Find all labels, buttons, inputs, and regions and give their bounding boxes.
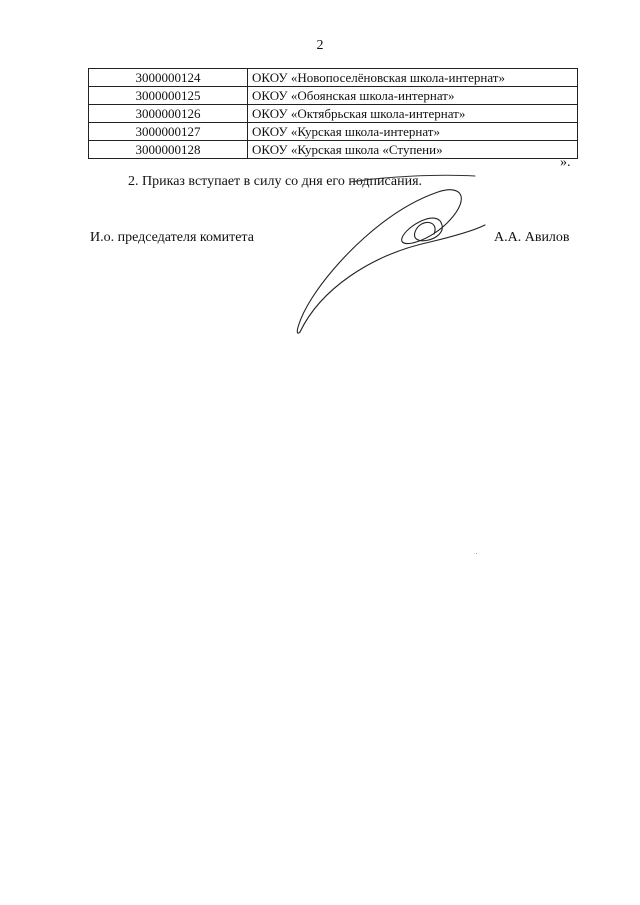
table-row [89, 105, 578, 123]
org-name-cell: ОКОУ «Новопоселёновская школа-интернат» [248, 69, 578, 87]
signer-name: А.А. Авилов [494, 230, 570, 245]
signature-stroke [297, 190, 461, 333]
org-name-cell: ОКОУ «Обоянская школа-интернат» [248, 87, 578, 105]
org-name-cell: ОКОУ «Курская школа «Ступени» [248, 141, 578, 159]
org-code-cell: 3000000125 [89, 87, 248, 105]
scan-speck [476, 553, 477, 554]
org-code-cell: 3000000124 [89, 69, 248, 87]
org-code-cell: 3000000128 [89, 141, 248, 159]
closing-quote: ». [560, 155, 571, 170]
clause-2-text: 2. Приказ вступает в силу со дня его подписания. [128, 174, 423, 189]
table-row [89, 69, 578, 87]
signature-stroke [350, 175, 475, 182]
page-number: 2 [316, 38, 324, 53]
org-name-cell: ОКОУ «Октябрьская школа-интернат» [248, 105, 578, 123]
org-code-cell: 3000000126 [89, 105, 248, 123]
org-name-cell: ОКОУ «Курская школа-интернат» [248, 123, 578, 141]
organization-codes-table [88, 68, 578, 159]
signer-title: И.о. председателя комитета [90, 230, 254, 245]
handwritten-signature [290, 170, 490, 345]
table-row [89, 141, 578, 159]
table-row [89, 123, 578, 141]
org-code-cell: 3000000127 [89, 123, 248, 141]
table-row [89, 87, 578, 105]
signature-stroke [300, 225, 485, 332]
